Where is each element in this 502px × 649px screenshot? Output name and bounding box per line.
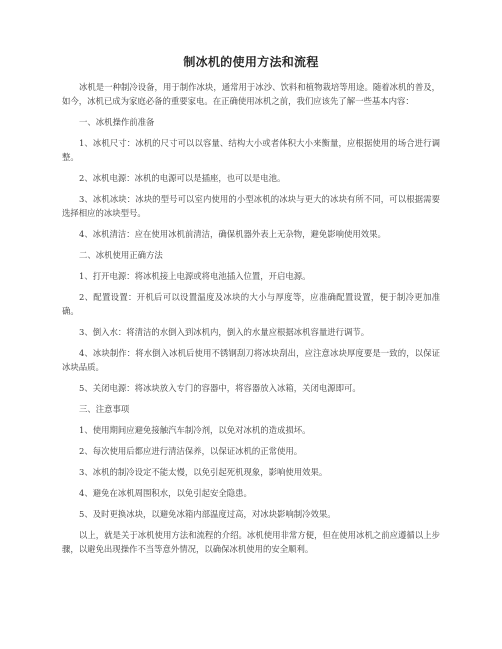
preparation-item-cleaning: 4、冰机清洁：应在使用冰机前清洁，确保机器外表上无杂物，避免影响使用效果。 [79, 229, 386, 239]
section-heading-notes: 三、注意事项 [79, 404, 130, 414]
preparation-item-ice: 3、冰机冰块：冰块的型号可以室内使用的小型冰机的冰块与更大的冰块有所不同，可以根据需要选择相应的冰块型号。 [62, 194, 440, 218]
document-body [62, 80, 440, 563]
usage-item-making-ice: 4、冰块制作：将水倒入冰机后使用不锈钢刮刀将冰块刮出，应注意冰块厚度要是一致的，以保证冰块品质。 [62, 348, 440, 372]
usage-item-settings: 2、配置设置：开机后可以设置温度及冰块的大小与厚度等，应准确配置设置，便于制冷更加准确。 [62, 292, 440, 316]
intro-paragraph: 冰机是一种制冷设备，用于制作冰块，通常用于冰沙、饮料和植物栽培等用途。随着冰机的普及，如今，冰机已成为家庭必备的重要家电。在正确使用冰机之前，我们应该先了解一些基本内容： [62, 82, 440, 106]
usage-item-power-off: 5、关闭电源：将冰块放入专门的容器中，将容器放入冰箱，关闭电源即可。 [79, 383, 361, 393]
notes-item-maintenance: 2、每次使用后都应进行清洁保养，以保证冰机的正常使用。 [79, 446, 303, 456]
section-heading-usage: 二、冰机使用正确方法 [79, 250, 163, 260]
notes-item-water: 4、避免在冰机周围积水，以免引起安全隐患。 [79, 488, 252, 498]
section-heading-preparation: 一、冰机操作前准备 [79, 117, 155, 127]
usage-item-power-on: 1、打开电源：将冰机接上电源或将电池插入位置，开启电源。 [79, 271, 311, 281]
conclusion-paragraph: 以上，就是关于冰机使用方法和流程的介绍。冰机使用非常方便，但在使用冰机之前应遵循以上步骤，以避免出现操作不当等意外情况，以确保冰机使用的安全顺利。 [62, 530, 440, 554]
preparation-item-size: 1、冰机尺寸：冰机的尺寸可以以容量、结构大小或者体积大小来衡量，应根据使用的场合进行调整。 [62, 138, 440, 162]
document-title: 制冰机的使用方法和流程 [183, 55, 319, 69]
notes-item-refrigerant: 1、使用期间应避免接触汽车制冷剂，以免对冰机的造成损坏。 [79, 425, 311, 435]
usage-item-water: 3、倒入水：将清洁的水倒入到冰机内，倒入的水量应根据冰机容量进行调节。 [79, 327, 370, 337]
notes-item-cooling: 3、冰机的制冷设定不能太慢，以免引起死机现象，影响使用效果。 [79, 467, 328, 477]
notes-item-replace-ice: 5、及时更换冰块，以避免冰箱内部温度过高，对冰块影响制冷效果。 [79, 509, 336, 519]
preparation-item-power: 2、冰机电源：冰机的电源可以是插座，也可以是电池。 [79, 173, 286, 183]
